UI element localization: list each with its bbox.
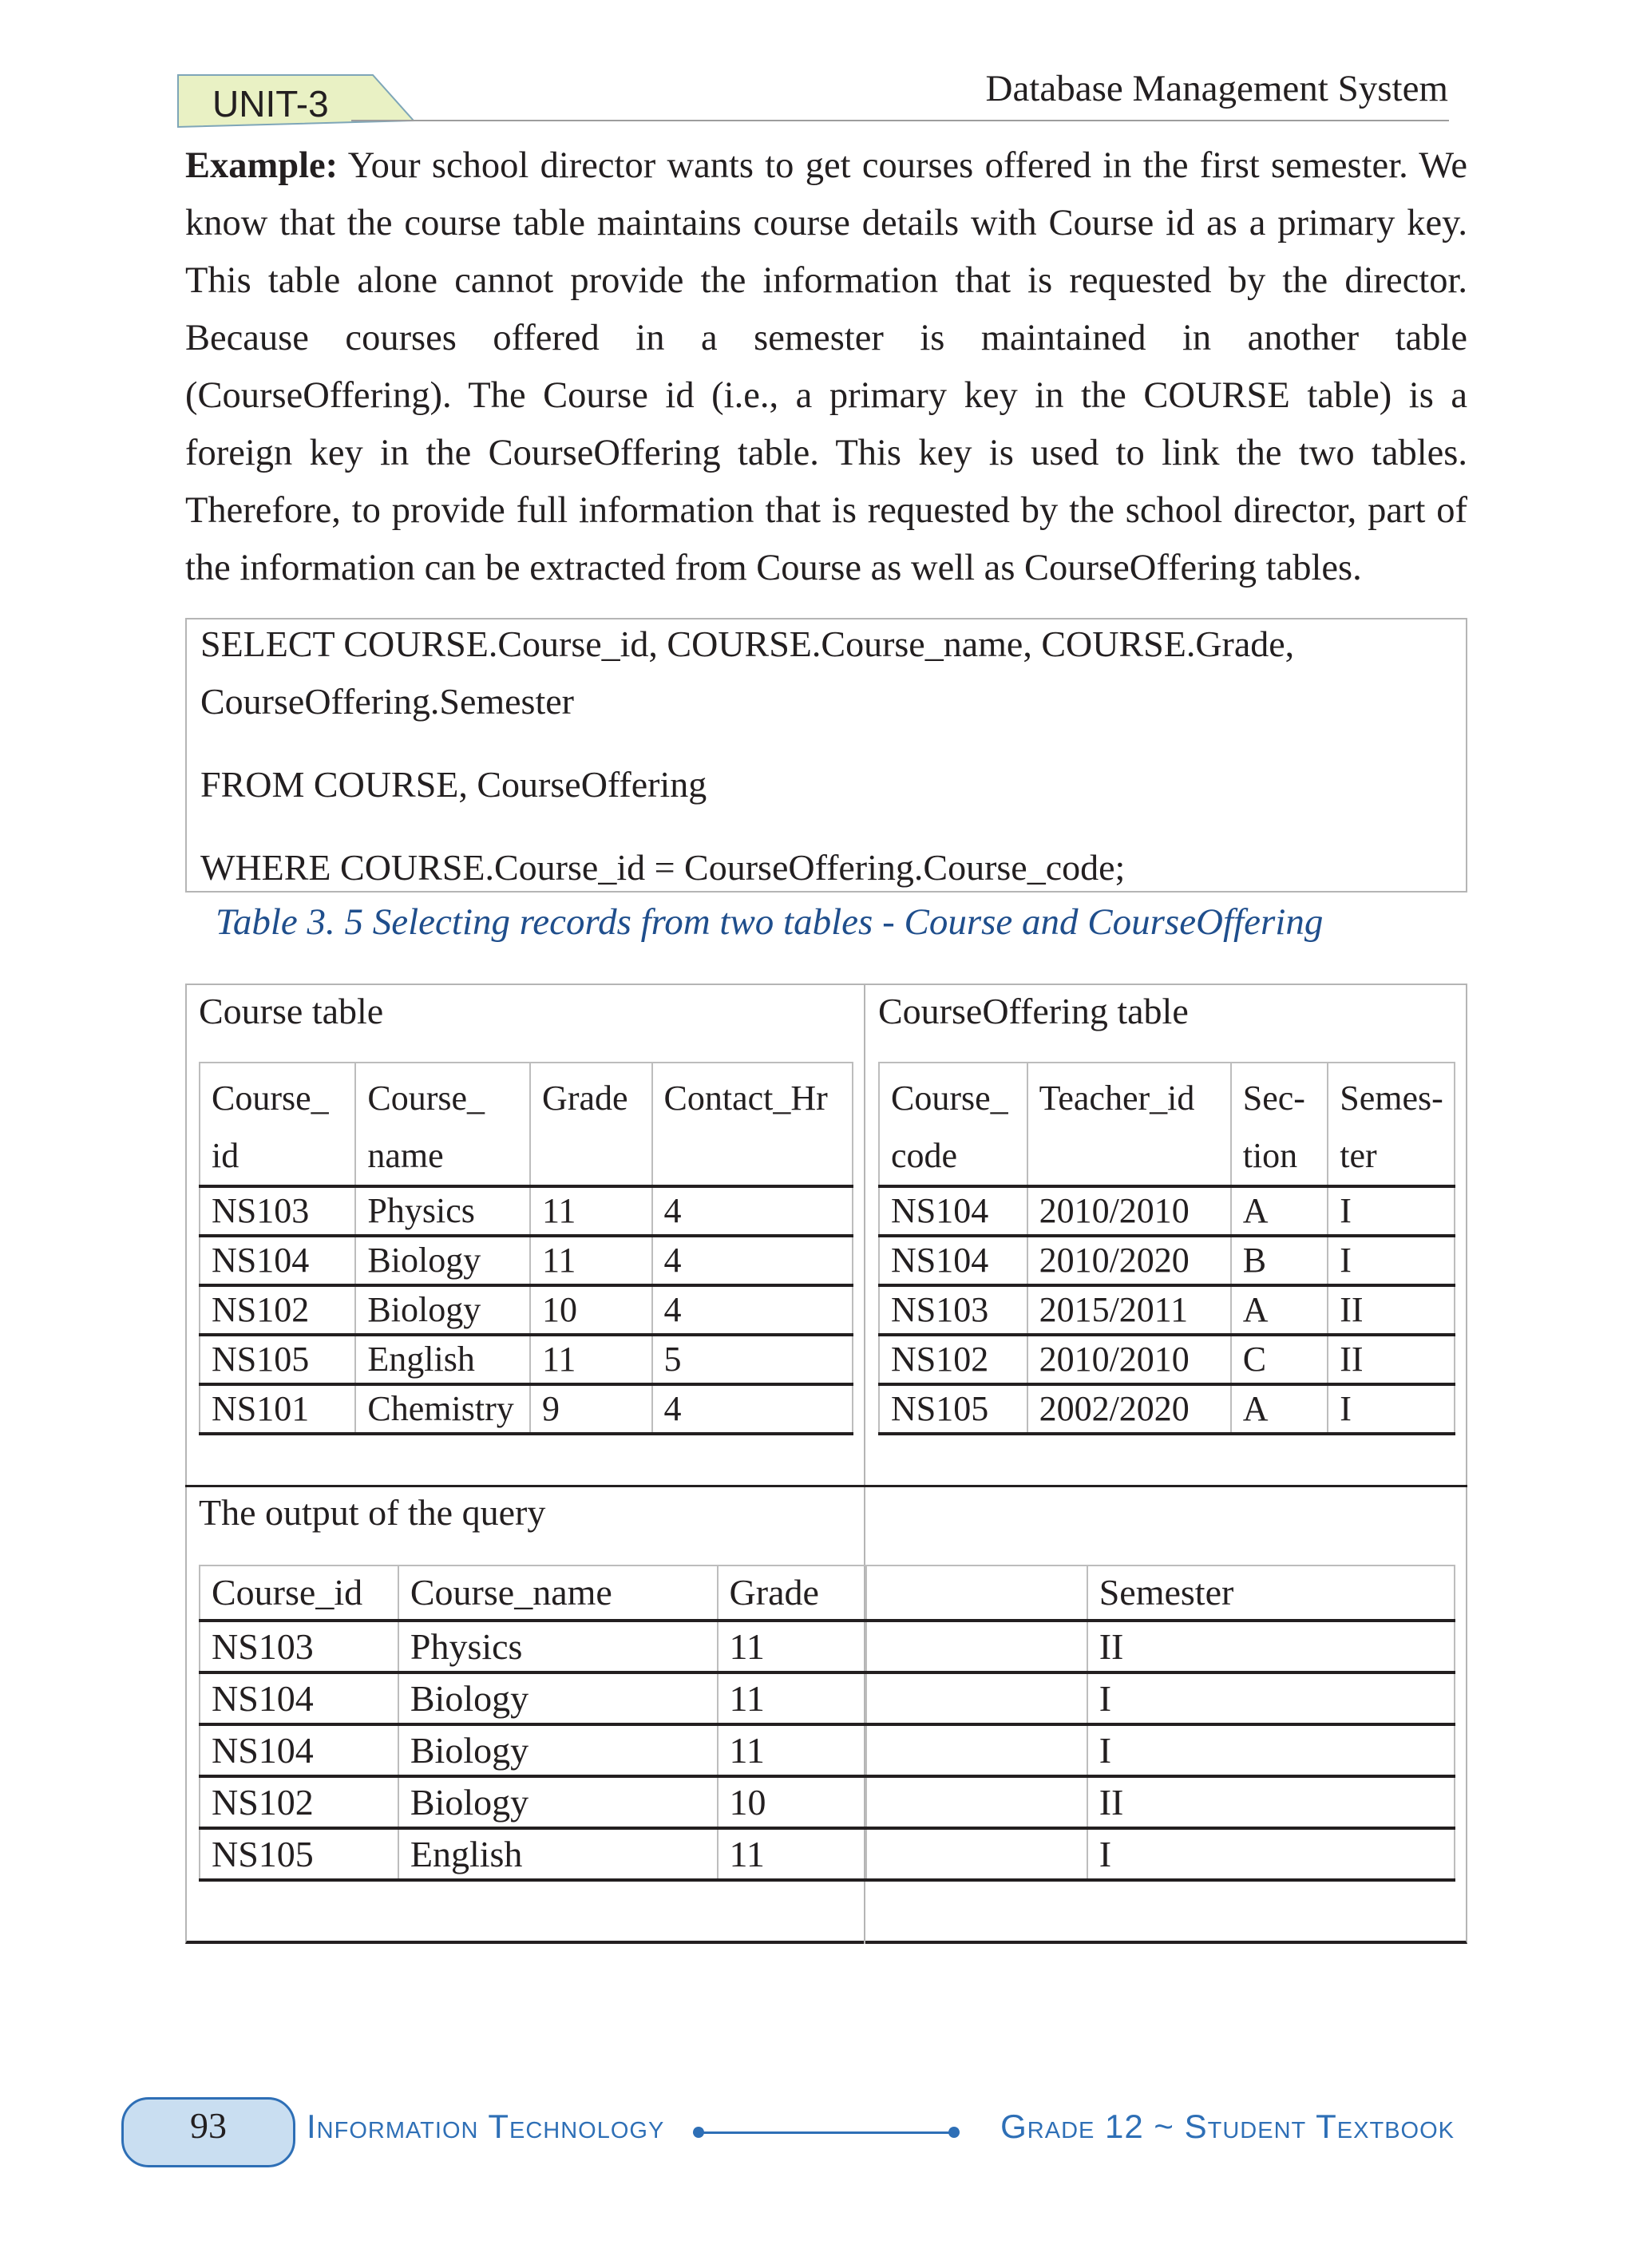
footer-connector-line bbox=[699, 2131, 955, 2134]
sql-line-select: SELECT COURSE.Course_id, COURSE.Course_name, COURSE.Grade, bbox=[200, 623, 1295, 664]
sql-line-from: FROM COURSE, CourseOffering bbox=[200, 764, 707, 805]
footer-dot-left bbox=[693, 2127, 704, 2138]
footer-grade: Grade 12 ~ Student Textbook bbox=[1000, 2108, 1455, 2145]
sql-line-where: WHERE COURSE.Course_id = CourseOffering.Course_code; bbox=[200, 847, 1126, 888]
output-header-grade: Grade bbox=[718, 1565, 867, 1621]
course-table bbox=[199, 1062, 853, 1435]
output-header-semester: Semester bbox=[1087, 1565, 1455, 1621]
offering-header-section: Sec- tion bbox=[1231, 1063, 1328, 1186]
offering-header-semester: Semes- ter bbox=[1328, 1063, 1455, 1186]
table-row: NS102 2010/2010 C II bbox=[879, 1335, 1455, 1384]
header-divider bbox=[351, 120, 1449, 121]
output-header-id: Course_id bbox=[200, 1565, 398, 1621]
table-row: NS104 2010/2020 B I bbox=[879, 1236, 1455, 1285]
footer-subject: Information Technology bbox=[307, 2108, 665, 2145]
example-paragraph bbox=[185, 137, 1467, 597]
frame-divider-horizontal bbox=[185, 1485, 1467, 1487]
output-table bbox=[199, 1565, 1455, 1882]
table-row: NS103 Physics 11 4 bbox=[200, 1186, 853, 1236]
output-header-name: Course_name bbox=[398, 1565, 718, 1621]
unit-label: UNIT-3 bbox=[212, 83, 329, 125]
course-table-title: Course table bbox=[199, 991, 384, 1031]
table-row: NS105 English 11 I bbox=[200, 1828, 1455, 1880]
offering-table bbox=[878, 1062, 1455, 1435]
course-header-id: Course_ id bbox=[200, 1063, 355, 1186]
offering-header-code: Course_ code bbox=[879, 1063, 1027, 1186]
table-row: NS103 2015/2011 A II bbox=[879, 1285, 1455, 1335]
course-header-grade: Grade bbox=[530, 1063, 651, 1186]
table-row: NS104 2010/2010 A I bbox=[879, 1186, 1455, 1236]
example-text: Your school director wants to get courses offered in the first semester. We know that the course table maintains course details with Course id as a primary key. This table alone cannot provide the information that is requested by the director. Because courses offered in a semester is maintained in another table (CourseOffering). The Course id (i.e., a primary key in the COURSE table) is a foreign key in the CourseOffering table. This key is used to link the two tables. Therefore, to provide full information that is requested by the school director, part of the information can be extracted from Course as well as CourseOffering tables. bbox=[185, 145, 1467, 588]
output-table-title: The output of the query bbox=[199, 1492, 546, 1533]
course-header-name: Course_ name bbox=[355, 1063, 530, 1186]
table-row: NS105 English 11 5 bbox=[200, 1335, 853, 1384]
table-row: NS104 Biology 11 I bbox=[200, 1724, 1455, 1776]
example-label: Example: bbox=[185, 145, 338, 186]
table-row: NS102 Biology 10 4 bbox=[200, 1285, 853, 1335]
table-row: NS105 2002/2020 A I bbox=[879, 1384, 1455, 1434]
sql-code-box bbox=[185, 618, 1467, 893]
table-row: NS104 Biology 11 I bbox=[200, 1672, 1455, 1724]
offering-header-teacher: Teacher_id bbox=[1027, 1063, 1231, 1186]
footer-dot-right bbox=[948, 2127, 960, 2138]
header-title: Database Management System bbox=[985, 68, 1448, 109]
table-row: NS103 Physics 11 II bbox=[200, 1621, 1455, 1672]
table-row: NS104 Biology 11 4 bbox=[200, 1236, 853, 1285]
table-row: NS101 Chemistry 9 4 bbox=[200, 1384, 853, 1434]
course-header-contact: Contact_Hr bbox=[652, 1063, 853, 1186]
output-header-blank bbox=[866, 1565, 1087, 1621]
offering-table-title: CourseOffering table bbox=[878, 991, 1189, 1031]
table-row: NS102 Biology 10 II bbox=[200, 1776, 1455, 1828]
page-number: 93 bbox=[190, 2105, 227, 2146]
table-caption: Table 3. 5 Selecting records from two tables - Course and CourseOffering bbox=[216, 901, 1324, 943]
sql-line-select-cont: CourseOffering.Semester bbox=[200, 681, 574, 722]
